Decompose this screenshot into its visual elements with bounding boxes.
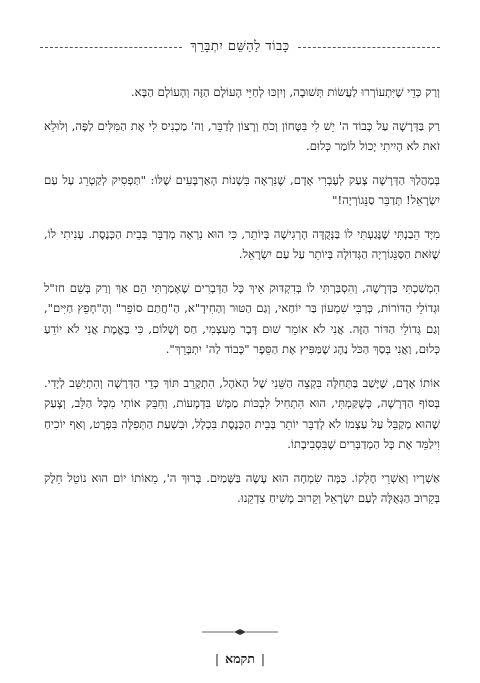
section-ornament	[200, 628, 280, 636]
paragraph-3: בְּמַהֲלַךְ הַדְּרָשָׁה צָעַק לְעֶבְרִי אָדָם, שֶׁנִּרְאָה בִּשְׁנוֹת הָאַרְבָּעִים שֶׁלּוֹ: "תַּפְסִיק לְקַטְרֵג עַל עַם יִשְׂרָאֵל! תְּדַבֵּר סַנֵּגוֹרְיָה!"	[44, 172, 440, 207]
page-footer	[0, 651, 480, 667]
page-number: תקמא	[225, 651, 255, 666]
paragraph-7: אַשְׁרָיו וְאַשְׁרֵי חֶלְקוֹ. כַּמָּה שִׂמְחָה הוּא עָשָׂה בַּשָּׁמַיִם. בָּרוּךְ ה', מֵאוֹתוֹ יוֹם הוּא נוֹטֵל חֵלֶק בְּקֵרוּב הַגְּאֻלָּה לְעַם יִשְׂרָאֵל וְקֵרוּב מָשִׁיחַ צִדְקֵנוּ.	[44, 470, 440, 505]
paragraph-1: וְרַק כְּדֵי שֶׁיִּתְעוֹרְרוּ לַעֲשׂוֹת תְּשׁוּבָה, וְיִזְכּוּ לְחַיֵּי הָעוֹלָם הַזֶּה וְהָעוֹלָם הַבָּא.	[130, 85, 440, 99]
header-rule-right	[298, 47, 440, 48]
paragraph-5: הִמְשַׁכְתִּי בַּדְּרָשָׁה, וְהִסְבַּרְתִּי לוֹ בְּדִקְדּוּק אֵיךְ כָּל הַדְּבָרִים שֶׁאָמַרְתִּי הֵם אַךְ וְרַק בְּשֵׁם חז"ל וּגְדוֹלֵי הַדּוֹרוֹת, כְּרַבִּי שִׁמְעוֹן בַּר יוֹחַאי, וְגַם הַטּוּר וְהַחִידָ"א, הַ"חֲתַם סוֹפֵר" וְהֶ"חָפֵץ חַיִּים", וְגַם גְּדוֹלֵי הַדּוֹר הַזֶּה. אֲנִי לֹא אוֹמֵר שׁוּם דָּבָר מֵעַצְמִי, חַס וְשָׁלוֹם, כִּי בֶּאֱמֶת אֲנִי לֹא יוֹדֵעַ כְּלוּם, וַאֲנִי בְּסַךְ הַכֹּל נַהָג שֶׁמַּפִּיץ אֶת הַסֵּפֶר "כָּבוֹד לַה' יִתְבָּרֵךְ".	[44, 280, 440, 356]
running-header	[40, 36, 440, 56]
header-rule-left	[40, 47, 182, 48]
header-title: כָּבוֹד לַהַשֵּׁם יִתְבָּרֵךְ	[190, 39, 290, 54]
paragraph-2: רַק בַּדְּרָשָׁה עַל כְּבוֹד ה' יֵשׁ לִי בִּטָּחוֹן וְכֹחַ וְרָצוֹן לְדַבֵּר, וַה' מַכְנִיס לִי אֶת הַמִּלִּים לַפֶּה, וְלוּלֵא זֹאת לֹא הָיִיתִי יָכוֹל לוֹמַר כְּלוּם.	[44, 118, 440, 153]
footer-bar-right: |	[260, 651, 266, 666]
paragraph-6: אוֹתוֹ אָדָם, שֶׁיָּשַׁב בַּתְּחִלָּה בִּקְצֵה הַשֵּׁנִי שֶׁל הָאֹהֶל, הִתְקָרֵב תּוֹךְ כְּדֵי הַדְּרָשָׁה וְהִתְיַשֵּׁב לְיָדִי. בְּסוֹף הַדְּרָשָׁה, כְּשֶׁקַּמְתִּי, הוּא הִתְחִיל לִבְכּוֹת מַמָּשׁ בִּדְמָעוֹת, וְחִבֵּק אוֹתִי מִכָּל הַלֵּב, וְצָעַק שֶׁהוּא מְקַבֵּל עַל עַצְמוֹ לֹא לְדַבֵּר יוֹתֵר בְּבֵית הַכְּנֶסֶת בִּכְלָל, וּבִשְׁעַת הַתְּפִלָּה בִּפְרָט, וְאַף יוֹכִיחַ וִילַמֵּד אֶת כָּל הַמְדַבְּרִים שֶׁבִּסְבִיבָתוֹ.	[44, 375, 440, 451]
page-body	[44, 82, 440, 520]
paragraph-4: מִיָּד הֵבַנְתִּי שֶׁנָּגַעְתִּי לוֹ בַּנְּקֻדָּה הָרְגִישָׁה בְּיוֹתֵר, כִּי הוּא נִרְאָה מְדַבֵּר בְּבֵית הַכְּנֶסֶת. עָנִיתִי לוֹ, שֶׁזֹּאת הַסַּנֵּגוֹרְיָה הַגְּדוֹלָה בְּיוֹתֵר עַל עַם יִשְׂרָאֵל.	[44, 226, 440, 261]
footer-bar-left: |	[214, 651, 220, 666]
